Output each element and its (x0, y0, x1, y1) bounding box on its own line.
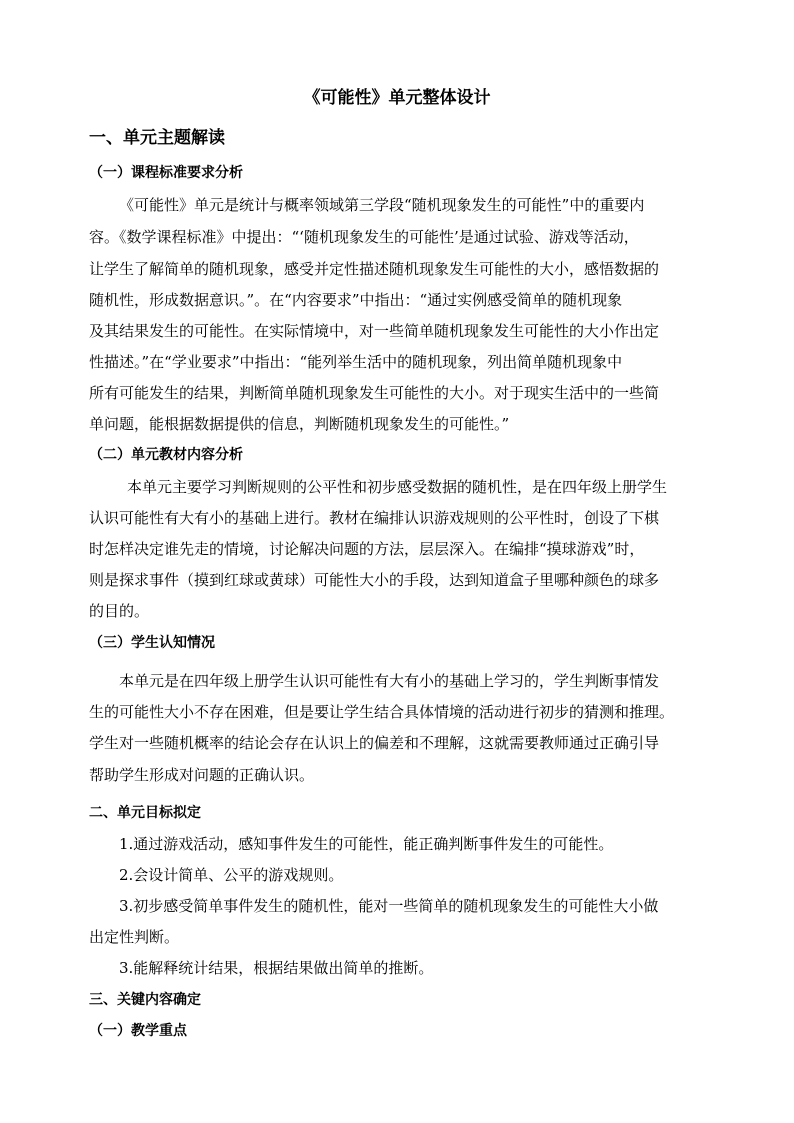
paragraph-line: 本单元主要学习判断规则的公平性和初步感受数据的随机性，是在四年级上册学生 (127, 478, 668, 496)
paragraph-line: 本单元是在四年级上册学生认识可能性有大有小的基础上学习的，学生判断事情发 (119, 672, 660, 690)
subheading-textbook-content: （二）单元教材内容分析 (89, 447, 243, 463)
paragraph-line: 性描述。”在“学业要求”中指出：“能列举生活中的随机现象，列出简单随机现象中 (89, 353, 623, 371)
paragraph-line: 生的可能性大小不存在困难，但是要让学生结合具体情境的活动进行初步的猜测和推理。 (89, 703, 675, 721)
paragraph-line: 容。《数学课程标准》中提出：“‘随机现象发生的可能性’是通过试验、游戏等活动， (89, 228, 639, 246)
goal-item: 2.会设计简单、公平的游戏规则。 (119, 866, 344, 884)
paragraph-line: 帮助学生形成对问题的正确认识。 (89, 766, 315, 784)
paragraph-line: 《可能性》单元是统计与概率领域第三学段“随机现象发生的可能性”中的重要内 (119, 196, 645, 214)
paragraph-line: 让学生了解简单的随机现象，感受并定性描述随机现象发生可能性的大小，感悟数据的 (89, 260, 660, 278)
section-heading-theme: 一、单元主题解读 (89, 128, 225, 148)
paragraph-line: 所有可能发生的结果，判断简单随机现象发生可能性的大小。对于现实生活中的一些简 (89, 384, 660, 402)
paragraph-line: 单问题，能根据数据提供的信息，判断随机现象发生的可能性。” (89, 415, 510, 433)
paragraph-line: 的目的。 (89, 602, 150, 620)
goal-item-continuation: 出定性判断。 (89, 928, 180, 946)
paragraph-line: 认识可能性有大有小的基础上进行。教材在编排认识游戏规则的公平性时，创设了下棋 (89, 509, 660, 527)
subheading-curriculum-standard: （一）课程标准要求分析 (89, 165, 243, 181)
paragraph-line: 学生对一些随机概率的结论会存在认识上的偏差和不理解，这就需要教师通过正确引导 (89, 734, 660, 752)
paragraph-line: 随机性，形成数据意识。”。在“内容要求”中指出：“通过实例感受简单的随机现象 (89, 291, 623, 309)
subheading-student-cognition: （三）学生认知情况 (89, 635, 215, 651)
goal-item: 3.能解释统计结果，根据结果做出简单的推断。 (119, 959, 434, 977)
paragraph-line: 时怎样决定谁先走的情境，讨论解决问题的方法，层层深入。在编排“摸球游戏”时， (89, 540, 645, 558)
paragraph-line: 及其结果发生的可能性。在实际情境中，对一些简单随机现象发生可能性的大小作出定 (89, 322, 660, 340)
goal-item: 1.通过游戏活动，感知事件发生的可能性，能正确判断事件发生的可能性。 (119, 835, 614, 853)
section-heading-key-content: 三、关键内容确定 (89, 992, 201, 1008)
document-title: 《可能性》单元整体设计 (303, 88, 491, 108)
paragraph-line: 则是探求事件（摸到红球或黄球）可能性大小的手段，达到知道盒子里哪种颜色的球多 (89, 571, 660, 589)
subheading-teaching-focus: （一）教学重点 (89, 1023, 187, 1039)
goal-item: 3.初步感受简单事件发生的随机性，能对一些简单的随机现象发生的可能性大小做 (119, 897, 659, 915)
section-heading-goals: 二、单元目标拟定 (89, 805, 201, 821)
